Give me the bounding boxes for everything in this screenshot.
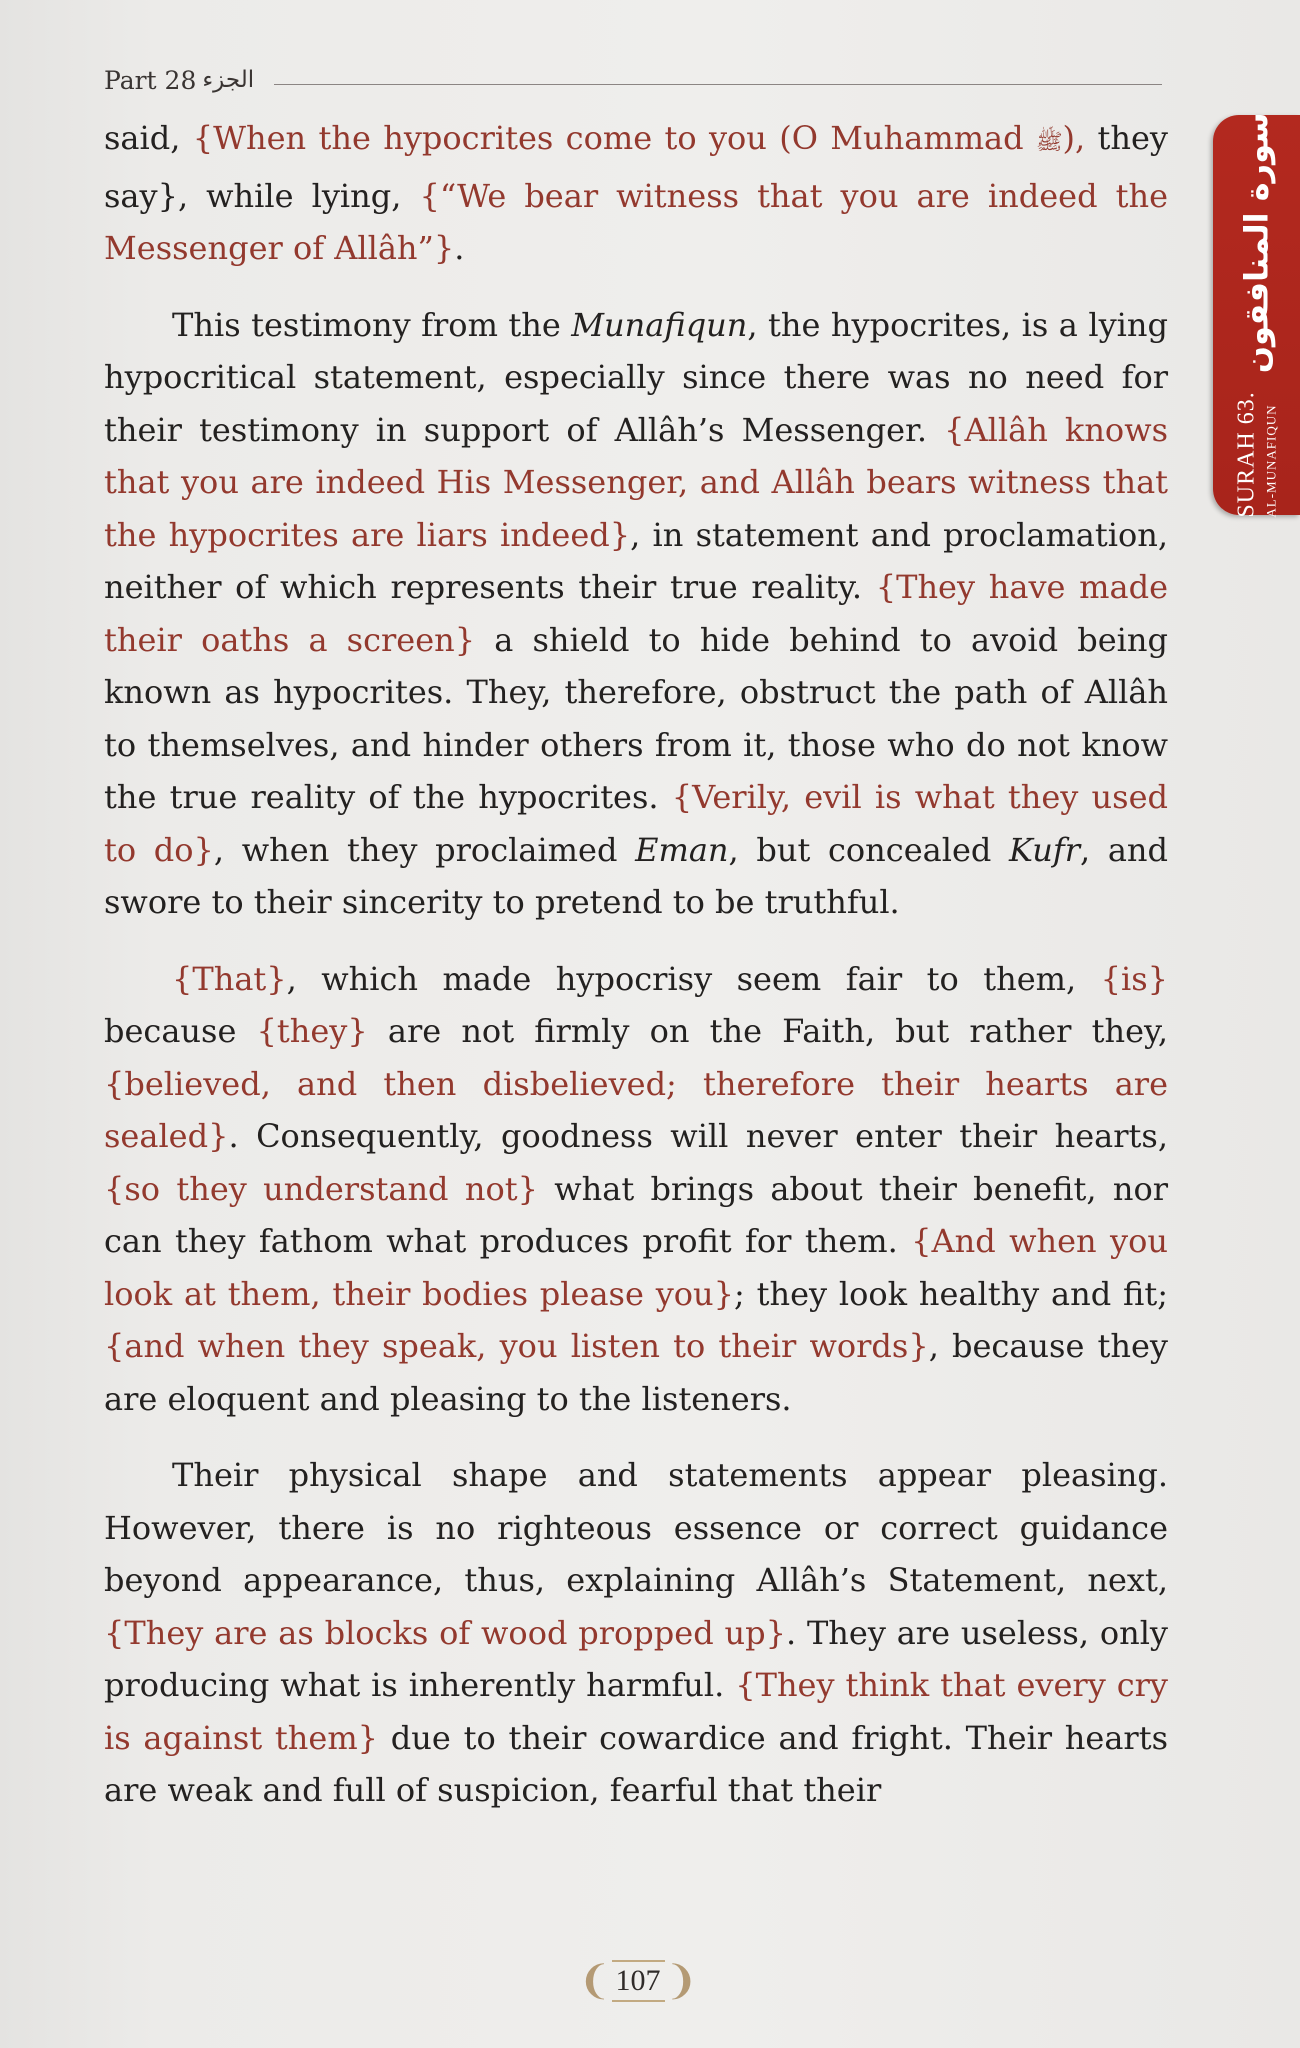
commentary-text: , which made hypocrisy seem fair to them, <box>286 959 1101 998</box>
commentary-text: a shield to hide behind to avoid being known as hypocrites. They, therefore, obstruct the path of Allâh to themselves, and hinder others from it, those who do not know the true reality of the hypocrites. <box>104 620 1169 816</box>
header-rule <box>274 84 1162 85</box>
quran-quote-text: {they} <box>256 1012 368 1050</box>
paragraph-3 <box>104 953 1168 1426</box>
surah-name-label: AL-MUNAFIQUN <box>1263 404 1279 518</box>
quran-quote-text: ), <box>1062 119 1086 157</box>
quran-quote-text: {is} <box>1100 959 1168 998</box>
surah-arabic-title: سورة المنافقون <box>1237 112 1275 374</box>
running-header <box>104 60 1162 100</box>
commentary-text: what brings about their benefit, nor can they fathom what produces profit for them. <box>104 1169 1168 1260</box>
page-number-left-ornament-icon: ❨ <box>577 1958 612 2004</box>
quran-quote-text: {“We bear witness that you are indeed the Messenger of Allâh”} <box>104 176 1169 267</box>
commentary-text: Their physical shape and statements appear pleasing. However, there is no righteous essence or correct guidance beyond appearance, thus, explaining Allâh’s Statement, next, <box>104 1456 1168 1599</box>
commentary-text: , and swore to their sincerity to pretend to be truthful. <box>104 830 1169 921</box>
commentary-text: , but concealed <box>728 830 1010 869</box>
commentary-text: they say}, while lying, <box>104 119 1169 215</box>
quran-quote-text: {They think that every cry is against them} <box>104 1666 1169 1757</box>
commentary-text: because <box>104 1012 257 1050</box>
quran-quote-text: {so they understand not} <box>104 1169 538 1208</box>
commentary-text: . <box>454 229 465 267</box>
surah-tab-content <box>1234 112 1279 517</box>
commentary-text: are not firmly on the Faith, but rather they, <box>367 1012 1169 1050</box>
commentary-text: Eman <box>635 830 729 869</box>
commentary-text: ; they look healthy and fit; <box>734 1274 1169 1313</box>
quran-quote-text: {They are as blocks of wood propped up} <box>104 1613 786 1652</box>
commentary-text: due to their cowardice and fright. Their hearts are weak and full of suspicion, fearful that their <box>104 1718 1169 1809</box>
commentary-text: , the hypocrites, is a lying hypocritical statement, especially since there was no need for their testimony in support of Allâh’s Messenger. <box>104 305 1169 449</box>
quran-quote-text: {When the hypocrites come to you (O Muhammad <box>192 119 1036 157</box>
surah-side-tab <box>1213 112 1300 518</box>
commentary-text: , when they proclaimed <box>213 830 636 869</box>
page-number: 107 <box>612 1960 665 2002</box>
commentary-text: , because they are eloquent and pleasing to the listeners. <box>104 1327 1169 1418</box>
quran-quote-text: {They have made their oaths a screen} <box>104 568 1169 659</box>
quran-quote-text: {That} <box>172 959 287 998</box>
quran-quote-text: ﷺ <box>1035 130 1063 155</box>
commentary-text: Kufr <box>1009 830 1080 869</box>
paragraph-2 <box>104 299 1168 929</box>
commentary-text: , in statement and proclamation, neither of which represents their true reality. <box>104 515 1169 606</box>
page-number-right-ornament-icon: ❩ <box>664 1958 699 2004</box>
paragraph-1 <box>104 112 1168 275</box>
commentary-text: said, <box>104 119 193 157</box>
quran-quote-text: {Allâh knows that you are indeed His Messenger, and Allâh bears witness that the hypocrites are liars indeed} <box>104 410 1169 554</box>
paragraph-4 <box>104 1449 1168 1817</box>
surah-tab-lines <box>1234 391 1279 517</box>
part-label: Part 28 <box>104 65 197 95</box>
body-text <box>104 112 1168 1841</box>
quran-quote-text: {And when you look at them, their bodies please you} <box>104 1222 1168 1313</box>
commentary-text: This testimony from the <box>172 305 572 344</box>
page-number-badge <box>577 1958 699 2004</box>
quran-quote-text: {believed, and then disbelieved; therefore their hearts are sealed} <box>104 1064 1168 1155</box>
quran-quote-text: {and when they speak, you listen to their words} <box>104 1327 929 1365</box>
quran-quote-text: {Verily, evil is what they used to do} <box>104 778 1169 869</box>
commentary-text: Munafiqun <box>571 305 748 344</box>
part-arabic-label: الجزء <box>202 67 255 93</box>
commentary-text: . Consequently, goodness will never enter their hearts, <box>228 1117 1168 1155</box>
commentary-text: . They are useless, only producing what is inherently harmful. <box>104 1613 1168 1704</box>
surah-number-label: SURAH 63. <box>1233 391 1260 518</box>
